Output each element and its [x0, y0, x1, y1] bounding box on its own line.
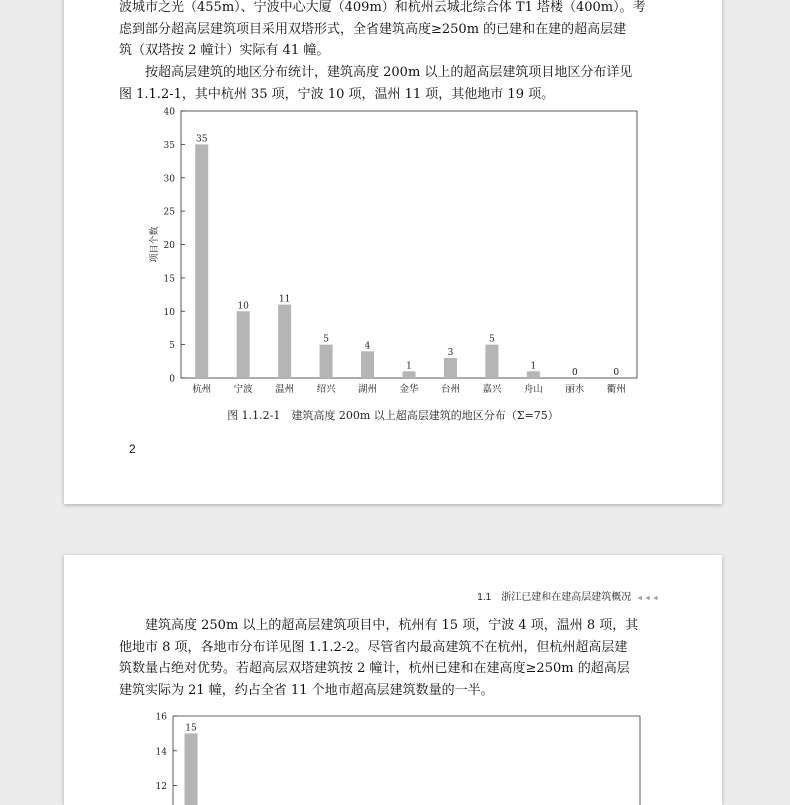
data-label: 5	[323, 334, 329, 345]
data-label: 0	[571, 368, 578, 378]
paragraph-line: 建筑高度 250m 以上的超高层建筑项目中，杭州有 15 项，宁波 4 项，温州 8 项，其	[145, 618, 639, 633]
paragraph-text	[119, 615, 669, 701]
x-tick-label: 杭州	[192, 384, 212, 395]
x-tick-label: 湖州	[358, 384, 378, 395]
paragraph-line: 建筑实际为 21 幢，约占全省 11 个地市超高层建筑数量的一半。	[119, 682, 494, 698]
x-tick-label: 温州	[275, 384, 295, 395]
running-head-title: 1.1 浙江已建和在建高层建筑概况	[477, 592, 632, 603]
figure-caption: 图 1.1.2-1 建筑高度 200m 以上超高层建筑的地区分布（Σ=75）	[227, 409, 559, 422]
data-label: 3	[447, 347, 454, 358]
y-tick-label: 10	[163, 307, 175, 318]
y-tick-label: 35	[163, 140, 175, 151]
y-tick-label: 0	[169, 374, 175, 385]
chart-bar	[444, 358, 457, 378]
chart-bar	[278, 305, 291, 378]
paragraph-line: 筑数量占绝对优势。若超高层双塔建筑按 2 幢计，杭州已建和在建高度≥250m 的超高层	[119, 661, 630, 676]
chart-bar	[320, 345, 333, 378]
y-tick-label: 12	[155, 782, 167, 793]
x-tick-label: 丽水	[565, 384, 585, 395]
y-tick-label: 15	[163, 274, 175, 285]
chart-bar	[527, 371, 540, 378]
x-tick-label: 嘉兴	[482, 384, 502, 395]
x-tick-label: 台州	[440, 384, 460, 395]
y-tick-label: 30	[163, 174, 175, 185]
x-tick-label: 绍兴	[316, 384, 336, 395]
paragraph-line: 图 1.1.2-1，其中杭州 35 项，宁波 10 项，温州 11 项，其他地市 19 项。	[119, 86, 555, 102]
running-head	[477, 588, 660, 603]
y-tick-label: 40	[163, 107, 175, 118]
chart-bar	[237, 311, 250, 378]
paragraph-line: 按超高层建筑的地区分布统计，建筑高度 200m 以上的超高层建筑项目地区分布详见	[145, 65, 633, 80]
y-axis-label: 项目个数	[150, 226, 160, 263]
chart-bar	[403, 371, 416, 378]
data-label: 5	[489, 334, 495, 345]
data-label: 10	[237, 301, 249, 312]
document-page-1	[64, 0, 722, 504]
data-label: 1	[530, 361, 537, 372]
x-tick-label: 舟山	[523, 384, 543, 395]
data-label: 35	[196, 134, 208, 145]
data-label: 15	[185, 723, 197, 734]
bar-chart-partial	[64, 705, 722, 805]
paragraph-text	[119, 62, 669, 105]
y-tick-label: 16	[155, 712, 167, 723]
paragraph-text	[119, 0, 669, 62]
paragraph-line: 虑到部分超高层建筑项目采用双塔形式，全省建筑高度≥250m 的已建和在建的超高层建	[119, 21, 627, 37]
paragraph-line: 他地市 8 项，各地市分布详见图 1.1.2-2。尽管省内最高建筑不在杭州，但杭州超高层建	[119, 639, 628, 655]
chart-bar	[485, 345, 498, 378]
y-tick-label: 14	[155, 747, 167, 758]
data-label: 4	[364, 341, 371, 352]
data-label: 0	[613, 368, 620, 378]
data-label: 11	[278, 294, 291, 305]
arrow-left-icon: ◄◄◄	[636, 595, 660, 602]
data-label: 1	[406, 361, 412, 372]
x-tick-label: 衢州	[606, 384, 626, 395]
chart-bar	[361, 351, 374, 378]
page-number: 2	[129, 442, 136, 456]
y-tick-label: 5	[169, 341, 175, 352]
document-page-2	[64, 555, 722, 805]
paragraph-line: 筑（双塔按 2 幢计）实际有 41 幢。	[119, 43, 330, 58]
bar-chart-regional-distribution	[64, 100, 722, 400]
x-tick-label: 宁波	[233, 384, 253, 395]
y-tick-label: 20	[163, 241, 175, 251]
chart-bar	[185, 733, 198, 805]
y-tick-label: 25	[163, 207, 175, 218]
x-tick-label: 金华	[399, 384, 419, 395]
paragraph-line: 波城市之光（455m）、宁波中心大厦（409m）和杭州云城北综合体 T1 塔楼（400m）。考	[119, 0, 646, 15]
chart-bar	[195, 144, 208, 378]
